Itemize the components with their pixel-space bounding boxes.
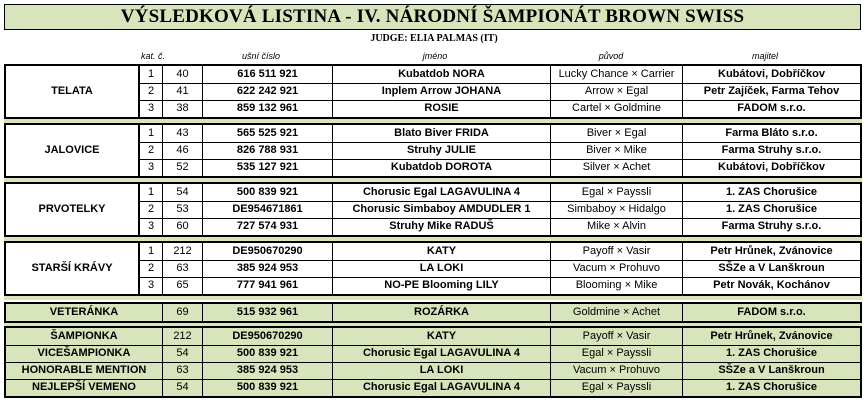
cell-kat: 53 — [162, 201, 202, 218]
cell-jmeno: Blato Biver FRIDA — [332, 125, 550, 142]
cell-majitel: Petr Hrůnek, Zvánovice — [682, 328, 860, 345]
cell-kat: 212 — [162, 328, 202, 345]
separator — [4, 296, 862, 300]
section-veteranka — [4, 302, 862, 323]
cell-rank: 2 — [139, 142, 162, 159]
table-row — [6, 142, 860, 159]
group-label: JALOVICE — [44, 144, 100, 156]
cell-majitel: Petr Novák, Kochánov — [682, 277, 860, 294]
cell-puvod: Silver × Achet — [550, 159, 682, 176]
table-row — [6, 304, 860, 321]
cell-jmeno: LA LOKI — [332, 260, 550, 277]
cell-kat: 43 — [162, 125, 202, 142]
header-kat: kat. č. — [140, 51, 165, 61]
cell-kat: 40 — [162, 66, 202, 83]
cell-kat: 63 — [162, 362, 202, 379]
judge-line: JUDGE: ELIA PALMAS (IT) — [370, 33, 498, 44]
table-row — [6, 218, 860, 235]
table-row — [6, 277, 860, 294]
table-row — [6, 83, 860, 100]
cell-kat: 54 — [162, 345, 202, 362]
cell-kat: 212 — [162, 243, 202, 260]
cell-ucni: 727 574 931 — [202, 218, 332, 235]
cell-ucni: 535 127 921 — [202, 159, 332, 176]
cell-rank: 2 — [139, 260, 162, 277]
cell-majitel: 1. ZAS Chorušice — [682, 201, 860, 218]
cell-puvod: Biver × Mike — [550, 142, 682, 159]
cell-ucni: DE950670290 — [202, 328, 332, 345]
cell-rank: 2 — [139, 201, 162, 218]
cell-puvod: Mike × Alvin — [550, 218, 682, 235]
cell-rank: 1 — [139, 243, 162, 260]
table-row — [6, 100, 860, 117]
cell-puvod: Lucky Chance × Carrier — [550, 66, 682, 83]
cell-puvod: Simbaboy × Hidalgo — [550, 201, 682, 218]
cell-jmeno: Chorusic Simbaboy AMDUDLER 1 — [332, 201, 550, 218]
cell-label: ŠAMPIONKA — [50, 330, 118, 342]
cell-majitel: 1. ZAS Chorušice — [682, 184, 860, 201]
table-row — [6, 243, 860, 260]
section-awards — [4, 326, 862, 398]
table-row — [6, 201, 860, 218]
cell-jmeno: Struhy JULIE — [332, 142, 550, 159]
cell-kat: 65 — [162, 277, 202, 294]
cell-puvod: Payoff × Vasir — [550, 328, 682, 345]
page-title: VÝSLEDKOVÁ LISTINA - IV. NÁRODNÍ ŠAMPIONÁT BROWN SWISS — [4, 4, 861, 30]
cell-jmeno: Struhy Mike RADUŠ — [332, 218, 550, 235]
group-label: PRVOTELKY — [38, 203, 106, 215]
cell-rank: 3 — [139, 277, 162, 294]
cell-kat: 63 — [162, 260, 202, 277]
cell-rank: 1 — [139, 125, 162, 142]
cell-ucni: DE950670290 — [202, 243, 332, 260]
cell-majitel: Petr Hrůnek, Zvánovice — [682, 243, 860, 260]
header-ucni: ušní číslo — [241, 51, 281, 61]
cell-label: NEJLEPŠÍ VEMENO — [32, 381, 136, 393]
cell-ucni: 500 839 921 — [202, 345, 332, 362]
cell-kat: 38 — [162, 100, 202, 117]
cell-majitel: FADOM s.r.o. — [682, 100, 860, 117]
cell-ucni: 385 924 953 — [202, 260, 332, 277]
table-row — [6, 379, 860, 396]
cell-rank: 3 — [139, 100, 162, 117]
cell-ucni: 565 525 921 — [202, 125, 332, 142]
cell-kat: 46 — [162, 142, 202, 159]
cell-jmeno: Chorusic Egal LAGAVULINA 4 — [332, 345, 550, 362]
cell-rank: 3 — [139, 159, 162, 176]
table-row — [6, 66, 860, 83]
section-telata — [4, 64, 862, 119]
table-row — [6, 260, 860, 277]
section-starsi-kravy — [4, 241, 862, 296]
cell-puvod: Cartel × Goldmine — [550, 100, 682, 117]
cell-ucni: 616 511 921 — [202, 66, 332, 83]
cell-jmeno: ROSIE — [332, 100, 550, 117]
cell-majitel: 1. ZAS Chorušice — [682, 379, 860, 396]
cell-puvod: Biver × Egal — [550, 125, 682, 142]
cell-ucni: 622 242 921 — [202, 83, 332, 100]
cell-jmeno: Kubatdob DOROTA — [332, 159, 550, 176]
cell-kat: 54 — [162, 184, 202, 201]
cell-majitel: Farma Struhy s.r.o. — [682, 218, 860, 235]
section-jalovice — [4, 123, 862, 178]
group-label: STARŠÍ KRÁVY — [31, 262, 113, 274]
cell-rank: 2 — [139, 83, 162, 100]
table-row — [6, 125, 860, 142]
section-prvotelky — [4, 182, 862, 237]
cell-puvod: Payoff × Vasir — [550, 243, 682, 260]
cell-jmeno: Inplem Arrow JOHANA — [332, 83, 550, 100]
table-row — [6, 184, 860, 201]
cell-jmeno: NO-PE Blooming LILY — [332, 277, 550, 294]
cell-ucni: 515 932 961 — [202, 304, 332, 321]
cell-puvod: Blooming × Mike — [550, 277, 682, 294]
cell-jmeno: LA LOKI — [332, 362, 550, 379]
cell-kat: 41 — [162, 83, 202, 100]
cell-jmeno: KATY — [332, 328, 550, 345]
cell-majitel: FADOM s.r.o. — [682, 304, 860, 321]
cell-majitel: Farma Bláto s.r.o. — [682, 125, 860, 142]
cell-puvod: Goldmine × Achet — [550, 304, 682, 321]
table-row — [6, 362, 860, 379]
cell-jmeno: KATY — [332, 243, 550, 260]
cell-puvod: Vacum × Prohuvo — [550, 260, 682, 277]
cell-label: VETERÁNKA — [49, 306, 119, 318]
cell-majitel: Farma Struhy s.r.o. — [682, 142, 860, 159]
cell-ucni: 859 132 961 — [202, 100, 332, 117]
cell-ucni: 385 924 953 — [202, 362, 332, 379]
cell-jmeno: Kubatdob NORA — [332, 66, 550, 83]
cell-majitel: Petr Zajíček, Farma Tehov — [682, 83, 860, 100]
cell-label: HONORABLE MENTION — [21, 364, 147, 376]
cell-majitel: Kubátovi, Dobříčkov — [682, 159, 860, 176]
cell-puvod: Vacum × Prohuvo — [550, 362, 682, 379]
cell-majitel: 1. ZAS Chorušice — [682, 345, 860, 362]
cell-majitel: SŠZe a V Lanškroun — [682, 362, 860, 379]
cell-ucni: 500 839 921 — [202, 184, 332, 201]
table-row — [6, 345, 860, 362]
header-jmeno: jméno — [422, 51, 448, 61]
cell-rank: 1 — [139, 66, 162, 83]
table-row — [6, 159, 860, 176]
cell-kat: 52 — [162, 159, 202, 176]
cell-kat: 54 — [162, 379, 202, 396]
cell-label: VICEŠAMPIONKA — [37, 347, 131, 359]
group-label: TELATA — [51, 85, 93, 97]
cell-rank: 1 — [139, 184, 162, 201]
cell-jmeno: Chorusic Egal LAGAVULINA 4 — [332, 184, 550, 201]
cell-ucni: 500 839 921 — [202, 379, 332, 396]
header-puvod: původ — [598, 51, 624, 61]
cell-ucni: 826 788 931 — [202, 142, 332, 159]
cell-jmeno: Chorusic Egal LAGAVULINA 4 — [332, 379, 550, 396]
cell-puvod: Egal × Payssli — [550, 184, 682, 201]
table-row — [6, 328, 860, 345]
cell-puvod: Egal × Payssli — [550, 379, 682, 396]
cell-ucni: 777 941 961 — [202, 277, 332, 294]
cell-puvod: Arrow × Egal — [550, 83, 682, 100]
cell-kat: 60 — [162, 218, 202, 235]
header-majitel: majitel — [751, 51, 778, 61]
cell-puvod: Egal × Payssli — [550, 345, 682, 362]
cell-kat: 69 — [162, 304, 202, 321]
cell-ucni: DE954671861 — [202, 201, 332, 218]
cell-majitel: Kubátovi, Dobříčkov — [682, 66, 860, 83]
cell-rank: 3 — [139, 218, 162, 235]
cell-jmeno: ROZÁRKA — [332, 304, 550, 321]
cell-majitel: SŠZe a V Lanškroun — [682, 260, 860, 277]
